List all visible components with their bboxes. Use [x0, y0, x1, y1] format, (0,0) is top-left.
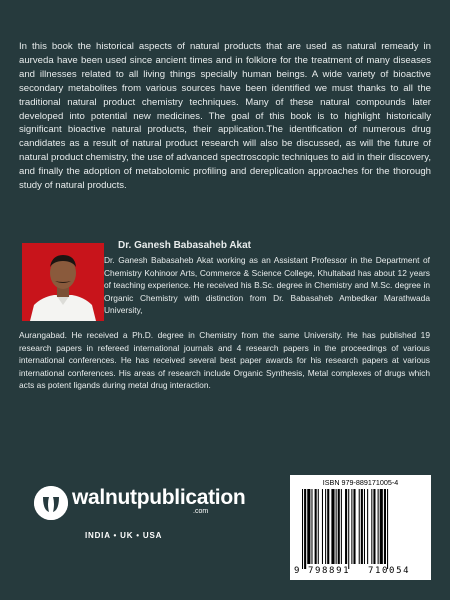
author-bio-top: Dr. Ganesh Babasaheb Akat working as an Assistant Professor in the Department of Chemistry Kohinoor Arts, Commerce & Science College, Khultabad has about 12 years of teaching experience. He received his B.Sc. degree in Chemistry and M.Sc. degree in Organic Chemistry with distinction from Dr. Babasaheb Ambedkar Marathwada University,	[104, 255, 430, 315]
publisher-regions: INDIA • UK • USA	[85, 531, 163, 540]
author-bio-rest: Aurangabad. He received a Ph.D. degree in Chemistry from the same University. He has published 19 research papers in refereed international journals and 4 research papers in the proceedings of various international conferences. He has received several best paper awards for his research papers at various international conferences. His areas of research include Organic Synthesis, Metal complexes of drugs which acts as potent ligands during metal drug interaction.	[19, 330, 430, 390]
barcode-digits-left: 798891	[308, 566, 351, 576]
isbn-barcode	[290, 475, 431, 580]
publisher-name: walnutpublication	[72, 486, 246, 509]
barcode-digit-lead: 9	[294, 566, 300, 576]
barcode-digits-right: 710054	[368, 566, 411, 576]
isbn-number: ISBN 979-889171005-4	[322, 478, 399, 487]
back-cover-synopsis: In this book the historical aspects of natural products that are used as natural remeady in aurveda have been used since ancient times and in folklore for the treatment of many diseases and illnesses related to all living things specially human beings. A wide variety of bioactive secondary metabolites from various sources have been identified we must thanks to all the traditional natural product chemistry techniques. Many of these natural compounds later developed into potential new medicines. The goal of this book is to highlight historically significant bioactive natural products, their application.The identification of numerous drug candidates as a result of natural product research will also be discussed, as will the future of natural product chemistry, the use of advanced spectroscopic techniques to aid in their discovery, and finally the adoption of metabolomic profiling and dereplication approaches for the thorough study of natural products.	[19, 41, 431, 192]
barcode-bars	[290, 475, 431, 580]
author-name: Dr. Ganesh Babasaheb Akat	[118, 240, 252, 251]
publisher-suffix: .com	[193, 508, 209, 515]
author-photo	[22, 243, 104, 321]
walnut-logo-icon	[34, 486, 68, 520]
